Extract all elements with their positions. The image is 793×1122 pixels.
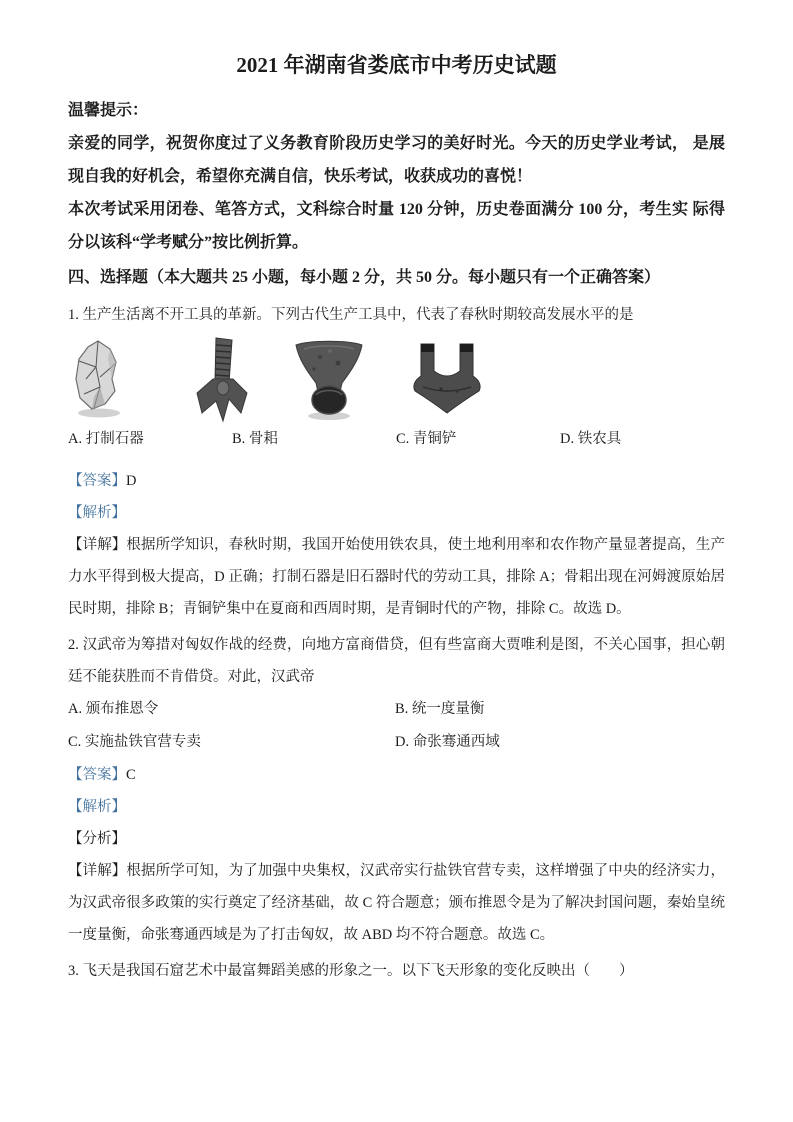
q2-option-c: C. 实施盐铁官营专卖 <box>68 734 201 750</box>
question-2-options-row-2 <box>68 726 725 759</box>
fenxi-tag: 【分析】 <box>68 831 126 847</box>
page-title: 2021 年湖南省娄底市中考历史试题 <box>236 53 557 77</box>
q2-answer-line <box>68 759 725 791</box>
answer-tag: 【答案】 <box>68 473 126 489</box>
q1-answer-value: D <box>126 473 137 489</box>
q2-option-a: A. 颁布推恩令 <box>68 701 159 717</box>
question-2-options-row-1 <box>68 693 725 726</box>
bronze-shovel-image <box>290 339 368 421</box>
question-2-stem: 2. 汉武帝为筹措对匈奴作战的经费，向地方富商借贷，但有些富商大贾唯利是图，不关心国事，担心朝廷不能获胜而不肯借贷。对此，汉武帝 <box>68 637 725 685</box>
jiexi-tag: 【解析】 <box>68 799 126 815</box>
q2-fenxi-line <box>68 823 725 855</box>
question-1-options <box>68 423 725 455</box>
q1-detail-para: 【详解】根据所学知识，春秋时期，我国开始使用铁农具，使土地利用率和农作物产量显著提高，生产力水平得到极大提高，D 正确；打制石器是旧石器时代的劳动工具，排除 A；骨耜出现在河姆渡原始居民时期，排除 B；青铜铲集中在夏商和西周时期，是青铜时代的产物，排除 C。故选 D。 <box>68 537 725 617</box>
chipped-stone-tool-image <box>70 339 124 419</box>
q1-option-d: D. 铁农具 <box>560 431 622 447</box>
q2-answer-value: C <box>126 767 136 783</box>
iron-farm-tool-image <box>413 343 481 415</box>
q2-jiexi-line <box>68 791 725 823</box>
q1-jiexi-line <box>68 497 725 529</box>
q1-option-b: B. 骨耜 <box>232 431 278 447</box>
answer-tag: 【答案】 <box>68 767 126 783</box>
notice-para-1: 亲爱的同学，祝贺你度过了义务教育阶段历史学习的美好时光。今天的历史学业考试， 是展现自我的好机会，希望你充满自信，快乐考试，收获成功的喜悦！ <box>68 135 725 185</box>
bone-spade-image <box>195 337 251 423</box>
notice-para-2: 本次考试采用闭卷、笔答方式，文科综合时量 120 分钟，历史卷面满分 100 分，考生实 际得分以该科“学考赋分”按比例折算。 <box>68 201 725 251</box>
notice-heading: 温馨提示： <box>68 102 149 119</box>
q2-option-d: D. 命张骞通西域 <box>395 734 500 750</box>
q2-detail-para: 【详解】根据所学可知，为了加强中央集权，汉武帝实行盐铁官营专卖，这样增强了中央的经济实力，为汉武帝很多政策的实行奠定了经济基础，故 C 符合题意；颁布推恩令是为了解决封国问题，秦始皇统一度量衡，命张骞通西域是为了打击匈奴，故 ABD 均不符合题意。故选 C。 <box>68 863 725 943</box>
q1-option-a: A. 打制石器 <box>68 431 144 447</box>
q1-answer-line <box>68 465 725 497</box>
q1-option-c: C. 青铜铲 <box>396 431 457 447</box>
question-1-stem: 1. 生产生活离不开工具的革新。下列古代生产工具中，代表了春秋时期较高发展水平的是 <box>68 307 634 323</box>
section-heading-choice: 四、选择题（本大题共 25 小题，每小题 2 分，共 50 分。每小题只有一个正确答案） <box>68 269 661 286</box>
question-1-artifact-images <box>68 337 725 423</box>
q2-option-b: B. 统一度量衡 <box>395 701 485 717</box>
jiexi-tag: 【解析】 <box>68 505 126 521</box>
question-3-stem: 3. 飞天是我国石窟艺术中最富舞蹈美感的形象之一。以下飞天形象的变化反映出（ ） <box>68 963 634 979</box>
